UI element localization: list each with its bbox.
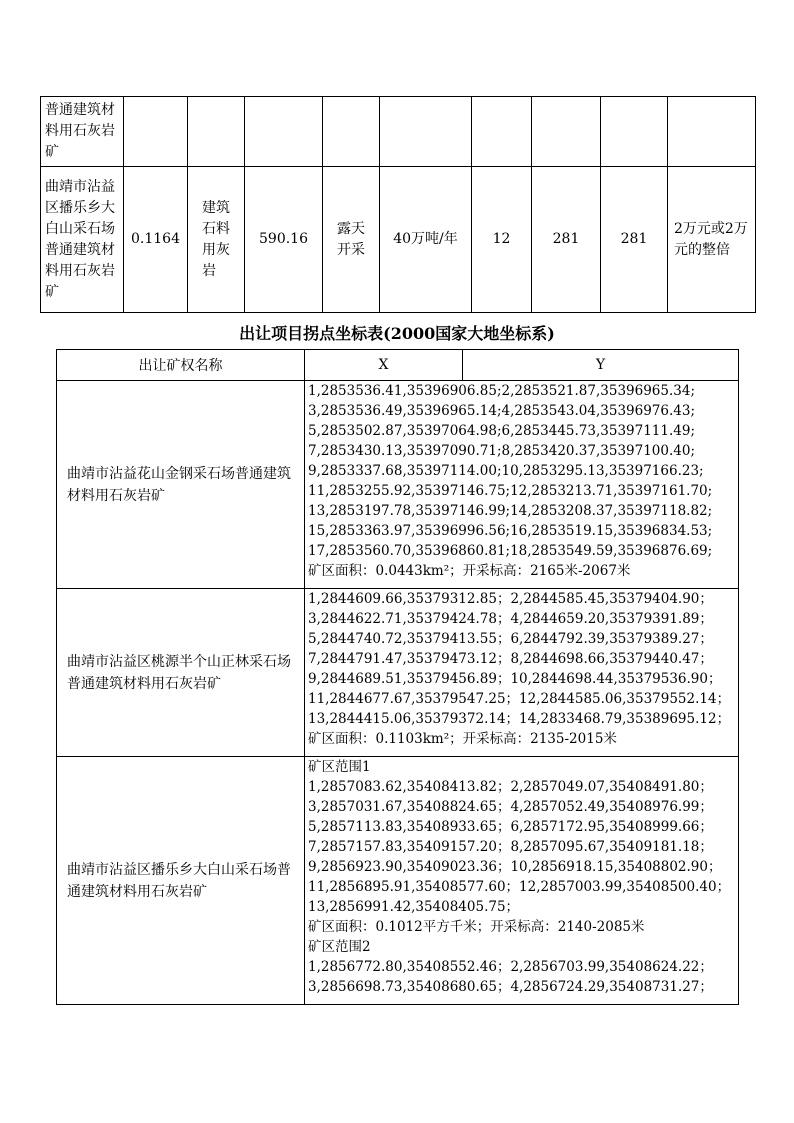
coord-line: 3,2857031.67,35408824.65；4,2857052.49,35408976.99；	[308, 799, 713, 815]
coord-line: 7,2857157.83,35409157.20；8,2857095.67,35409181.18；	[308, 839, 713, 855]
mine-name-cell: 曲靖市沾益区桃源半个山正林采石场普通建筑材料用石灰岩矿	[57, 589, 305, 757]
coords-cell	[305, 381, 739, 589]
area-cell	[124, 97, 188, 167]
scale-cell	[380, 97, 472, 167]
coord-line: 11,2856895.91,35408577.60；12,2857003.99,35408500.40；	[308, 879, 731, 895]
price-cell	[601, 97, 668, 167]
mining-rights-table	[40, 96, 756, 313]
note-cell	[668, 97, 756, 167]
coord-line: 7,2844791.47,35379473.12；8,2844698.66,35379440.47；	[308, 651, 713, 667]
coord-line: 1,2857083.62,35408413.82；2,2857049.07,35408491.80；	[308, 779, 713, 795]
coord-line: 1,2853536.41,35396906.85;2,2853521.87,35396965.34;	[308, 383, 695, 399]
coord-line: 11,2844677.67,35379547.25；12,2844585.06,35379552.14；	[308, 691, 731, 707]
table-row	[57, 589, 739, 757]
header-name: 出让矿权名称	[57, 350, 305, 381]
range-label: 矿区范围2	[308, 939, 371, 955]
mineral-text: 建筑石料用灰岩	[202, 199, 230, 279]
note-cell: 2万元或2万元的整倍	[668, 167, 756, 313]
coord-line: 5,2844740.72,35379413.55；6,2844792.39,35379389.27；	[308, 631, 713, 647]
coord-line: 17,2853560.70,35396860.81;18,2853549.59,35396876.69;	[308, 543, 713, 559]
coords-cell	[305, 589, 739, 757]
table-row	[41, 97, 756, 167]
coord-line: 3,2853536.49,35396965.14;4,2853543.04,35396976.43;	[308, 403, 695, 419]
area-cell: 0.1164	[124, 167, 188, 313]
method-cell	[323, 167, 380, 313]
header-x: X	[305, 350, 463, 381]
method-text: 露天开采	[337, 220, 365, 258]
mine-name-cell: 曲靖市沾益区播乐乡大白山采石场普通建筑材料用石灰岩矿	[57, 757, 305, 1005]
table-row	[41, 167, 756, 313]
coord-line: 11,2853255.92,35397146.75;12,2853213.71,35397161.70;	[308, 483, 713, 499]
table-row	[57, 381, 739, 589]
reserve-cell: 590.16	[245, 167, 323, 313]
coord-line: 3,2844622.71,35379424.78；4,2844659.20,35379391.89；	[308, 611, 713, 627]
mineral-cell	[188, 97, 245, 167]
price-cell: 281	[601, 167, 668, 313]
coord-line: 5,2857113.83,35408933.65；6,2857172.95,35408999.66；	[308, 819, 713, 835]
price-cell: 281	[532, 167, 601, 313]
years-cell: 12	[472, 167, 532, 313]
area-elevation-line: 矿区面积：0.1012平方千米；开采标高：2140-2085米	[308, 919, 645, 935]
coord-line: 7,2853430.13,35397090.71;8,2853420.37,35397100.40;	[308, 443, 695, 459]
coords-cell	[305, 757, 739, 1005]
method-cell	[323, 97, 380, 167]
scale-cell: 40万吨/年	[380, 167, 472, 313]
coord-line: 1,2856772.80,35408552.46；2,2856703.99,35408624.22；	[308, 959, 713, 975]
reserve-cell	[245, 97, 323, 167]
coord-line: 13,2844415.06,35379372.14；14,2833468.79,35389695.12；	[308, 711, 731, 727]
table-row	[57, 757, 739, 1005]
coords-table-title: 出让项目拐点坐标表(2000国家大地坐标系)	[239, 324, 555, 343]
range-label: 矿区范围1	[308, 759, 371, 775]
coord-line: 3,2856698.73,35408680.65；4,2856724.29,35408731.27；	[308, 979, 713, 995]
area-elevation-line: 矿区面积：0.1103km²；开采标高：2135-2015米	[308, 731, 617, 747]
area-elevation-line: 矿区面积：0.0443km²；开采标高：2165米-2067米	[308, 563, 631, 579]
coord-line: 13,2856991.42,35408405.75；	[308, 899, 520, 915]
coord-line: 1,2844609.66,35379312.85；2,2844585.45,35379404.90；	[308, 591, 713, 607]
coordinates-table	[56, 349, 739, 1005]
mine-name-cell: 曲靖市沾益区播乐乡大白山采石场普通建筑材料用石灰岩矿	[41, 167, 124, 313]
header-y: Y	[463, 350, 739, 381]
coord-line: 13,2853197.78,35397146.99;14,2853208.37,35397118.82;	[308, 503, 713, 519]
coord-line: 5,2853502.87,35397064.98;6,2853445.73,35397111.49;	[308, 423, 695, 439]
coord-line: 9,2844689.51,35379456.89；10,2844698.44,35379536.90；	[308, 671, 722, 687]
coord-line: 9,2856923.90,35409023.36；10,2856918.15,35408802.90；	[308, 859, 722, 875]
price-cell	[532, 97, 601, 167]
coord-line: 15,2853363.97,35396996.56;16,2853519.15,35396834.53;	[308, 523, 713, 539]
years-cell	[472, 97, 532, 167]
mineral-cell	[188, 167, 245, 313]
coord-line: 9,2853337.68,35397114.00;10,2853295.13,35397166.23;	[308, 463, 704, 479]
table-header-row	[57, 350, 739, 381]
mine-name-cell: 普通建筑材料用石灰岩矿	[41, 97, 124, 167]
mine-name-cell: 曲靖市沾益花山金钢采石场普通建筑材料用石灰岩矿	[57, 381, 305, 589]
